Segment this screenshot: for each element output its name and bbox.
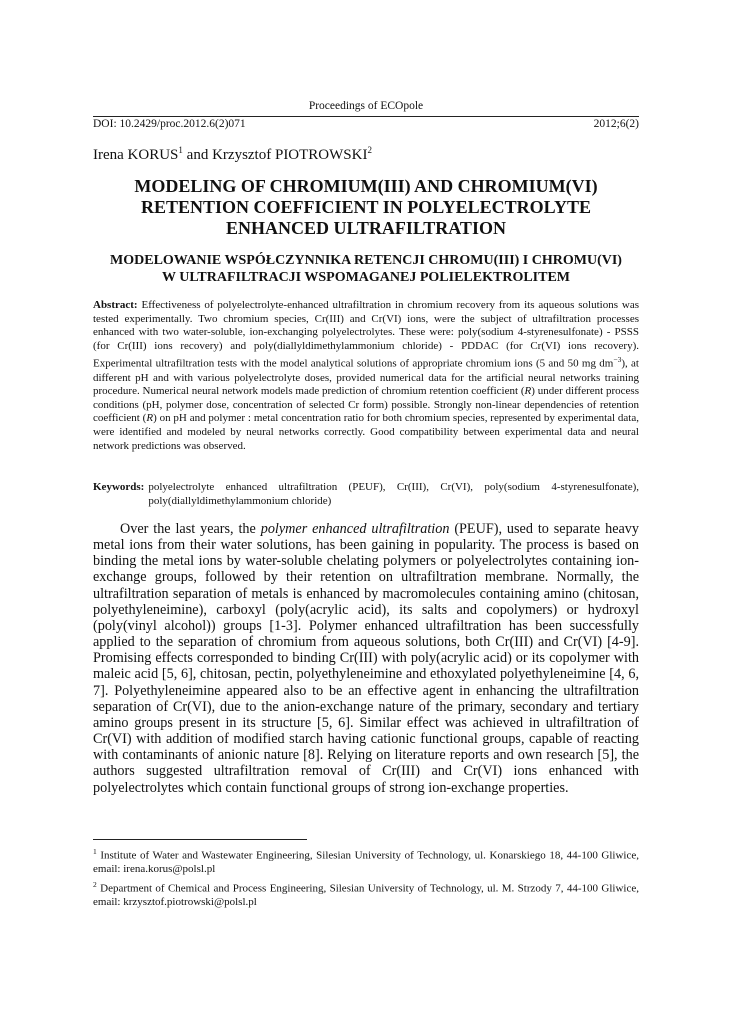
abstract [93, 299, 639, 453]
footnote-2 [93, 878, 639, 909]
keywords-text: polyelectrolyte enhanced ultrafiltration (PEUF), Cr(III), Cr(VI), poly(sodium 4-styrenesulfonate), poly(diallyldimethylammonium chloride) [148, 481, 639, 507]
keywords [93, 481, 639, 508]
abstract-text-2: ), at different pH and with various polyelectrolyte doses, provided numerical data for the artificial neural networks training procedure. Numerical neural network models made prediction of chromium retention coefficient ( [93, 358, 639, 398]
body-emphasis: polymer enhanced ultrafiltration [260, 521, 450, 537]
footnote-1-mark: 1 [93, 847, 97, 856]
header-rule [93, 116, 639, 117]
body-paragraph [93, 521, 639, 796]
author-line [93, 145, 372, 164]
footnote-2-mark: 2 [93, 880, 97, 890]
subtitle-line-1: MODELOWANIE WSPÓŁCZYNNIKA RETENCJI CHROMU(III) I CHROMU(VI) [110, 253, 622, 268]
footnote-rule [93, 839, 307, 840]
footnotes [93, 845, 639, 912]
title-line-3: ENHANCED ULTRAFILTRATION [226, 218, 506, 238]
abstract-symbol-r: R [146, 412, 154, 425]
journal-name: Proceedings of ECOpole [308, 100, 424, 112]
body-text-1: Over the last years, the [120, 521, 261, 537]
abstract-text-4: ) on pH and polymer : metal concentration ratio for both chromium species, represented by experimental data, were identified and modeled by neural networks correctly. Good compatibility between experimental data and neural network predictions was observed. [93, 412, 639, 452]
doi: DOI: 10.2429/proc.2012.6(2)071 [93, 118, 246, 130]
footnote-1-text: Institute of Water and Wastewater Engineering, Silesian University of Technology, ul. Konarskiego 18, 44-100 Gliwice, email: irena.korus@polsl.pl [93, 849, 639, 875]
volume-info: 2012;6(2) [593, 118, 639, 130]
author-2-affiliation-mark: 2 [367, 145, 372, 155]
abstract-label: Abstract: [93, 299, 138, 311]
abstract-exponent: −3 [613, 355, 622, 365]
author-2: Krzysztof PIOTROWSKI [212, 147, 368, 163]
abstract-text-3: ) under different process conditions (pH, polymer dose, concentration of selected Cr form) possible. Strongly non-linear dependencies of retention coefficient ( [93, 385, 639, 425]
abstract-text-1: Effectiveness of polyelectrolyte-enhanced ultrafiltration in chromium recovery from its aqueous solutions was tested experimentally. Two chromium species, Cr(III) and Cr(VI) ions, were the subject of ultrafiltration processes enhanced with two water-soluble, ion-exchanging polyelectrolytes. These were: poly(sodium 4-styrenesulfonate) - PSSS (for Cr(III) ions recovery) and poly(diallyldimethylammonium chloride) - PDDAC (for Cr(VI) ions recovery). Experimental ultrafiltration tests with the model analytical solutions of appropriate chromium ions (5 and 50 mg dm [93, 299, 639, 371]
author-1-affiliation-mark: 1 [178, 145, 183, 155]
abstract-symbol-r: R [524, 385, 532, 398]
author-1: Irena KORUS [93, 147, 179, 163]
footnote-2-text: Department of Chemical and Process Engineering, Silesian University of Technology, ul. M. Strzody 7, 44-100 Gliwice, email: krzysztof.piotrowski@polsl.pl [93, 882, 639, 909]
keywords-label: Keywords: [93, 481, 145, 493]
author-connector: and [182, 147, 213, 163]
title-line-1: MODELING OF CHROMIUM(III) AND CHROMIUM(VI) [134, 176, 598, 196]
title-line-2: RETENTION COEFFICIENT IN POLYELECTROLYTE [141, 197, 591, 217]
paper-subtitle-polish [93, 253, 639, 286]
subtitle-line-2: W ULTRAFILTRACJI WSPOMAGANEJ POLIELEKTROLITEM [161, 269, 571, 285]
footnote-1 [93, 845, 639, 876]
paper-title [93, 176, 639, 239]
body-text-2: (PEUF), used to separate heavy metal ions from their water solutions, has been gaining in popularity. The process is based on binding the metal ions by water-soluble chelating polymers or polyelectrolytes containing ion-exchange groups, followed by their retention on ultrafiltration membrane. Normally, the ultrafiltration separation of metals is enhanced by macromolecules containing amino (chitosan, polyethyleneimine), carboxyl (poly(acrylic acid), its salts and copolymers) or hydroxyl (poly(vinyl alcohol)) groups [1-3]. Polymer enhanced ultrafiltration has been successfully applied to the separation of chromium from aqueous solutions, both Cr(III) and Cr(VI) [4-9]. Promising effects corresponded to binding Cr(III) with poly(acrylic acid) or its copolymer with maleic acid [5, 6], chitosan, pectin, polyethyleneimine and ethoxylated polyethyleneimine [4, 6, 7]. Polyethyleneimine appeared also to be an effective agent in enhancing the ultrafiltration separation of Cr(VI), due to the anion-exchange nature of the primary, secondary and tertiary amino groups present in its structure [5, 6]. Similar effect was achieved in ultrafiltration of Cr(VI) with addition of modified starch having cationic functional groups, capable of reacting with contaminants of anionic nature [8]. Relying on literature reports and own research [5], the authors suggested ultrafiltration removal of Cr(III) and Cr(VI) ions enhanced with polyelectrolytes which contain functional groups of strong ion-exchange properties. [93, 521, 639, 796]
